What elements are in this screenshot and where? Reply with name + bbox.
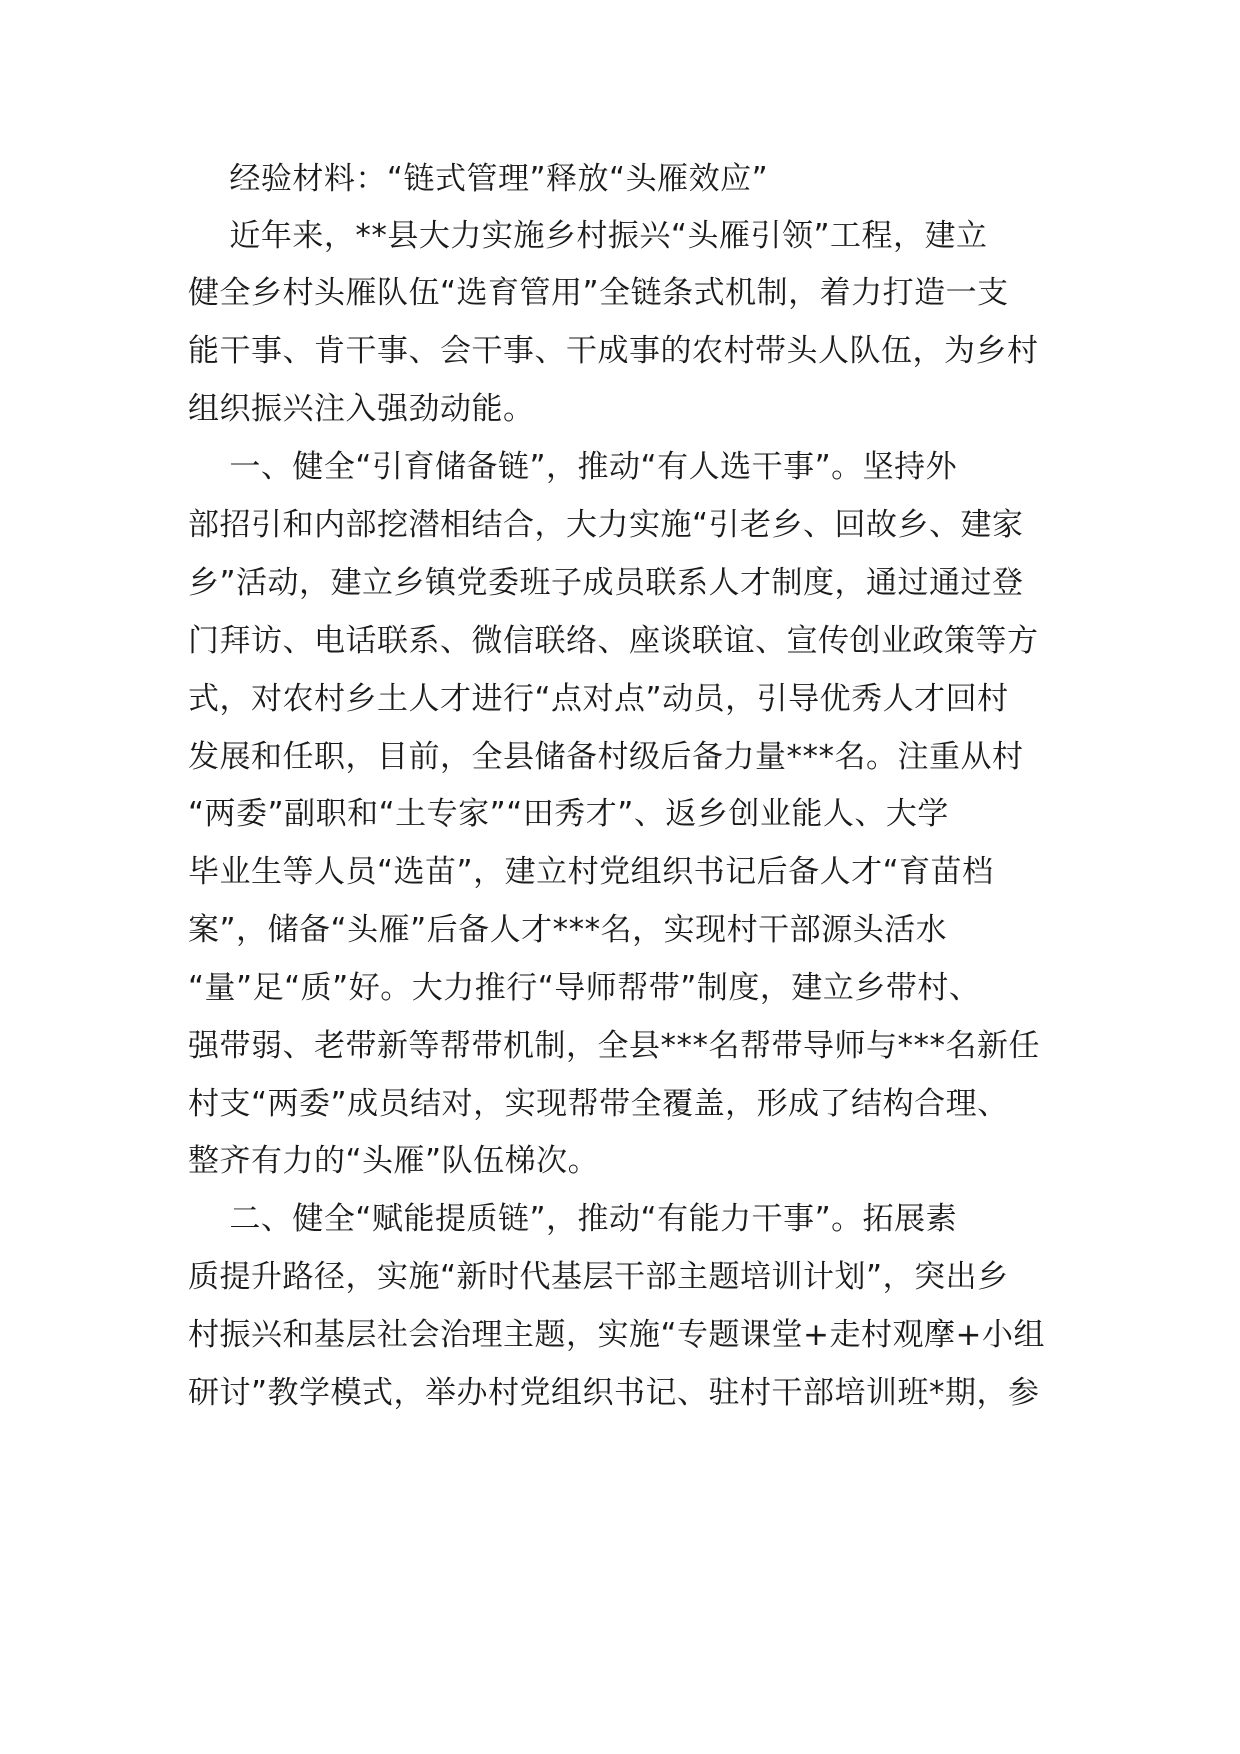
- paragraph-line: “量”足“质”好。大力推行“导师帮带”制度，建立乡带村、: [188, 970, 981, 1006]
- paragraph-line: 部招引和内部挖潜相结合，大力实施“引老乡、回故乡、建家: [188, 507, 1024, 543]
- paragraph-line: 村支“两委”成员结对，实现帮带全覆盖，形成了结构合理、: [188, 1086, 1009, 1122]
- paragraph-line: 案”，储备“头雁”后备人才***名，实现村干部源头活水: [188, 912, 948, 948]
- paragraph-line: 组织振兴注入强劲动能。: [188, 391, 535, 427]
- paragraph-line: 研讨”教学模式，举办村党组织书记、驻村干部培训班*期，参: [188, 1375, 1040, 1411]
- paragraph-line: “两委”副职和“土专家”“田秀才”、返乡创业能人、大学: [188, 796, 949, 832]
- paragraph-line: 近年来，**县大力实施乡村振兴“头雁引领”工程，建立: [188, 218, 988, 254]
- paragraph-line: 门拜访、电话联系、微信联络、座谈联谊、宣传创业政策等方: [188, 623, 1039, 659]
- paragraph-line: 村振兴和基层社会治理主题，实施“专题课堂+走村观摩+小组: [188, 1317, 1046, 1353]
- paragraph-line: 发展和任职，目前，全县储备村级后备力量***名。注重从村: [188, 739, 1024, 775]
- paragraph-line: 质提升路径，实施“新时代基层干部主题培训计划”，突出乡: [188, 1259, 1009, 1295]
- paragraph-line: 式，对农村乡土人才进行“点对点”动员，引导优秀人才回村: [188, 681, 1009, 717]
- paragraph-line: 能干事、肯干事、会干事、干成事的农村带头人队伍，为乡村: [188, 333, 1039, 369]
- section-heading-line: 二、健全“赋能提质链”，推动“有能力干事”。拓展素: [188, 1201, 958, 1237]
- paragraph-line: 毕业生等人员“选苗”，建立村党组织书记后备人才“育苗档: [188, 854, 994, 890]
- document-title: 经验材料：“链式管理”释放“头雁效应”: [188, 161, 769, 197]
- paragraph-line: 乡”活动，建立乡镇党委班子成员联系人才制度，通过通过登: [188, 565, 1024, 601]
- paragraph-line: 强带弱、老带新等帮带机制，全县***名帮带导师与***名新任: [188, 1028, 1040, 1064]
- paragraph-line: 整齐有力的“头雁”队伍梯次。: [188, 1143, 600, 1179]
- paragraph-line: 健全乡村头雁队伍“选育管用”全链条式机制，着力打造一支: [188, 275, 1009, 311]
- section-heading-line: 一、健全“引育储备链”，推动“有人选干事”。坚持外: [188, 449, 958, 485]
